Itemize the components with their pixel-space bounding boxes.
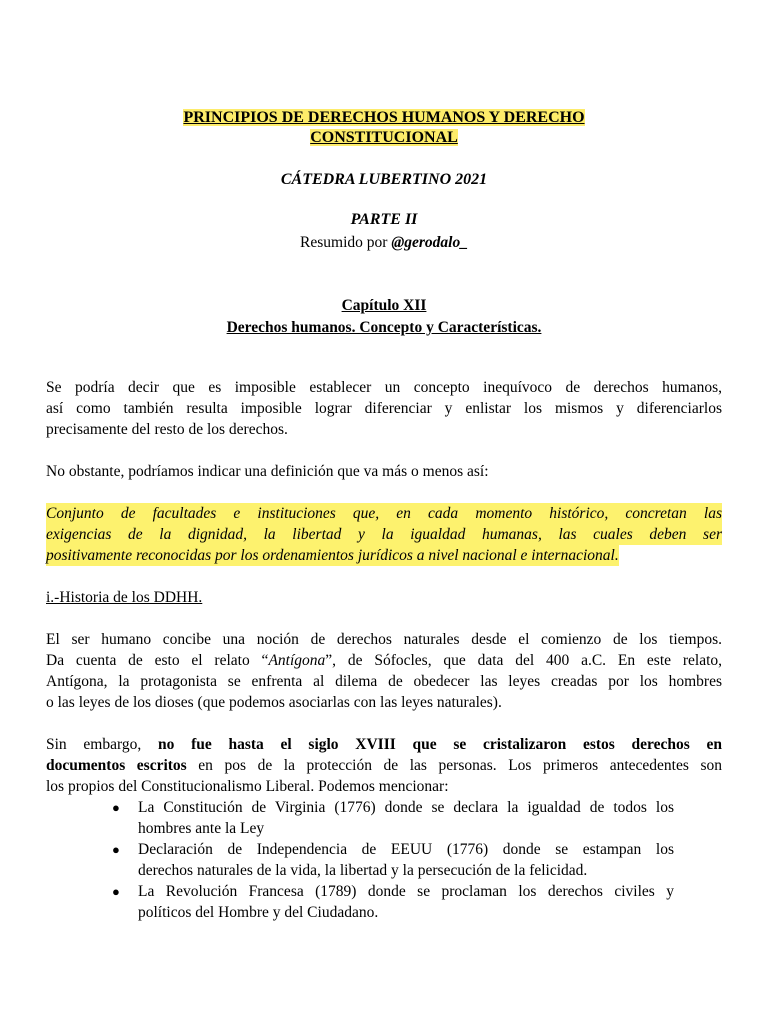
- title-line-2: CONSTITUCIONAL: [310, 129, 458, 146]
- antecedents-paragraph: [46, 734, 722, 797]
- list-item-line: políticos del Hombre y del Ciudadano.: [138, 904, 379, 921]
- document-title: [0, 108, 768, 148]
- author-handle: @gerodalo_: [391, 234, 468, 251]
- history-paragraph: [46, 629, 722, 713]
- part-heading: PARTE II: [350, 211, 418, 228]
- history-line: Antígona, la protagonista se enfrenta al dilema de obedecer las leyes creadas por los hombres: [46, 673, 722, 690]
- intro-paragraph: [46, 377, 722, 440]
- definition-quote: [46, 503, 722, 566]
- history-line-text: Da cuenta de esto el relato “: [46, 652, 269, 669]
- antecedents-bold: documentos escritos: [46, 757, 187, 774]
- definition-lead: [46, 461, 722, 482]
- definition-line: exigencias de la dignidad, la libertad y la igualdad humanas, las cuales deben ser: [46, 526, 722, 543]
- antecedents-bold: no fue hasta el siglo XVIII que se cristalizaron estos derechos en: [157, 736, 723, 753]
- chapter-subtitle: Derechos humanos. Concepto y Características.: [226, 319, 542, 336]
- history-line-text: ”, de Sófocles, que data del 400 a.C. En este relato,: [325, 652, 723, 669]
- antecedents-text: Sin embargo,: [46, 736, 158, 753]
- antecedents-line: [46, 755, 722, 776]
- list-item-line: La Constitución de Virginia (1776) donde se declara la igualdad de todos los: [138, 799, 674, 816]
- list-item-line: Declaración de Independencia de EEUU (1776) donde se estampan los: [138, 841, 674, 858]
- list-item-line: hombres ante la Ley: [138, 820, 265, 837]
- author-credit: [0, 233, 768, 253]
- intro-line: Se podría decir que es imposible establecer un concepto inequívoco de derechos humanos,: [46, 379, 722, 396]
- definition-line: positivamente reconocidas por los ordenamientos jurídicos a nivel nacional e internacional.: [46, 547, 619, 564]
- antecedents-text: en pos de la protección de las personas. Los primeros antecedentes son: [186, 757, 722, 774]
- work-title: Antígona: [268, 652, 326, 669]
- author-credit-prefix: Resumido por: [300, 234, 392, 251]
- list-item-line: derechos naturales de la vida, la libertad y la persecución de la felicidad.: [138, 862, 588, 879]
- history-line: o las leyes de los dioses (que podemos asociarlas con las leyes naturales).: [46, 694, 502, 711]
- list-item: [112, 839, 674, 881]
- chapter-title: Capítulo XII: [341, 297, 427, 314]
- definition-lead-text: No obstante, podríamos indicar una definición que va más o menos así:: [46, 463, 489, 480]
- antecedents-list: [112, 797, 674, 923]
- history-line: [46, 650, 722, 671]
- section-heading: [46, 587, 722, 608]
- bullet-icon: ●: [112, 884, 120, 899]
- definition-line: Conjunto de facultades e instituciones que, en cada momento histórico, concretan las: [46, 505, 722, 522]
- intro-line: así como también resulta imposible lograr diferenciar y enlistar los mismos y diferenciarlos: [46, 400, 722, 417]
- bullet-icon: ●: [112, 800, 120, 815]
- history-line: El ser humano concibe una noción de derechos naturales desde el comienzo de los tiempos.: [46, 631, 722, 648]
- title-line-1: PRINCIPIOS DE DERECHOS HUMANOS Y DERECHO: [183, 109, 585, 126]
- list-item: [112, 881, 674, 923]
- section-heading-text: i.-Historia de los DDHH.: [46, 589, 203, 606]
- intro-line: precisamente del resto de los derechos.: [46, 421, 288, 438]
- bullet-icon: ●: [112, 842, 120, 857]
- list-item: [112, 797, 674, 839]
- antecedents-line: los propios del Constitucionalismo Liberal. Podemos mencionar:: [46, 778, 449, 795]
- list-item-line: La Revolución Francesa (1789) donde se proclaman los derechos civiles y: [138, 883, 674, 900]
- antecedents-line: [46, 734, 722, 755]
- catedra-heading: CÁTEDRA LUBERTINO 2021: [280, 171, 488, 188]
